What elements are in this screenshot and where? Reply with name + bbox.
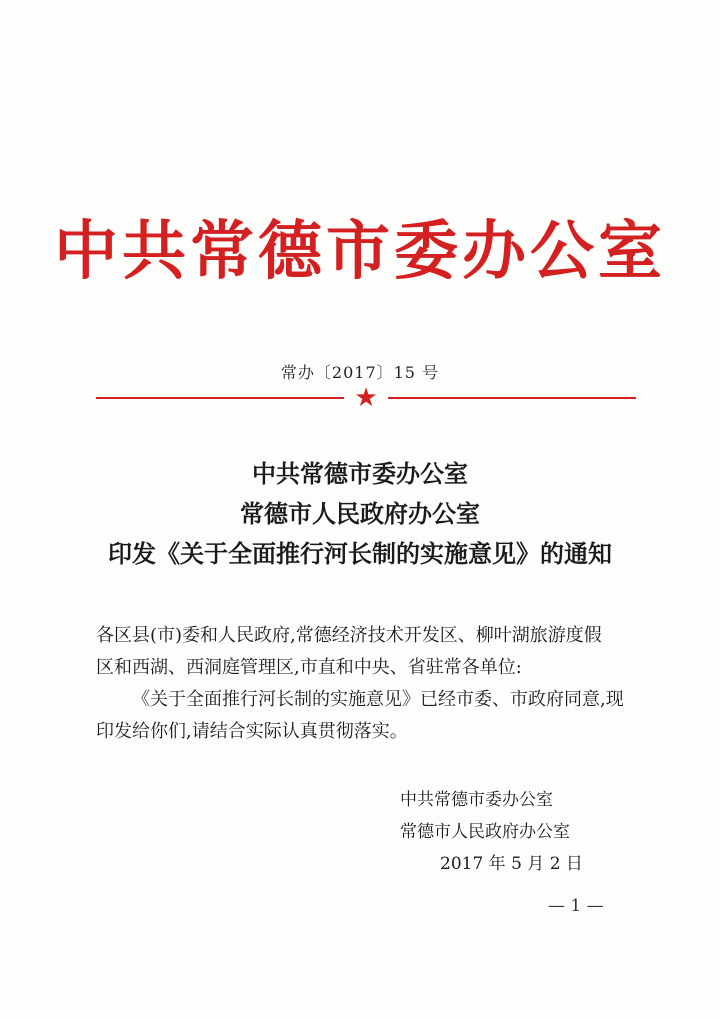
signature-block	[400, 784, 630, 880]
notice-title	[0, 454, 720, 574]
signature-date: 2017 年 5 月 2 日	[440, 854, 583, 874]
notice-title-line-2: 常德市人民政府办公室	[240, 499, 480, 528]
body-paragraph-line-2: 印发给你们,请结合实际认真贯彻落实。	[96, 721, 408, 742]
red-divider	[96, 383, 636, 413]
page-number: — 1 —	[548, 896, 604, 916]
notice-title-line-3: 印发《关于全面推行河长制的实施意见》的通知	[108, 539, 612, 568]
divider-line-right	[388, 397, 636, 399]
document-number: 常办〔2017〕15 号	[280, 363, 440, 382]
signature-org-1: 中共常德市委办公室	[400, 790, 553, 810]
signature-org-2: 常德市人民政府办公室	[400, 822, 570, 842]
body-paragraph-line-1: 《关于全面推行河长制的实施意见》已经市委、市政府同意,现	[132, 689, 624, 710]
red-header-title: 中共常德市委办公室	[54, 214, 666, 289]
divider-line-left	[96, 397, 344, 399]
notice-body	[96, 620, 636, 748]
body-addressees-line-1: 各区县(市)委和人民政府,常德经济技术开发区、柳叶湖旅游度假	[96, 625, 602, 646]
star-icon: ★	[354, 383, 378, 413]
body-addressees-line-2: 区和西湖、西洞庭管理区,市直和中央、省驻常各单位:	[96, 657, 522, 678]
notice-title-line-1: 中共常德市委办公室	[252, 459, 468, 488]
